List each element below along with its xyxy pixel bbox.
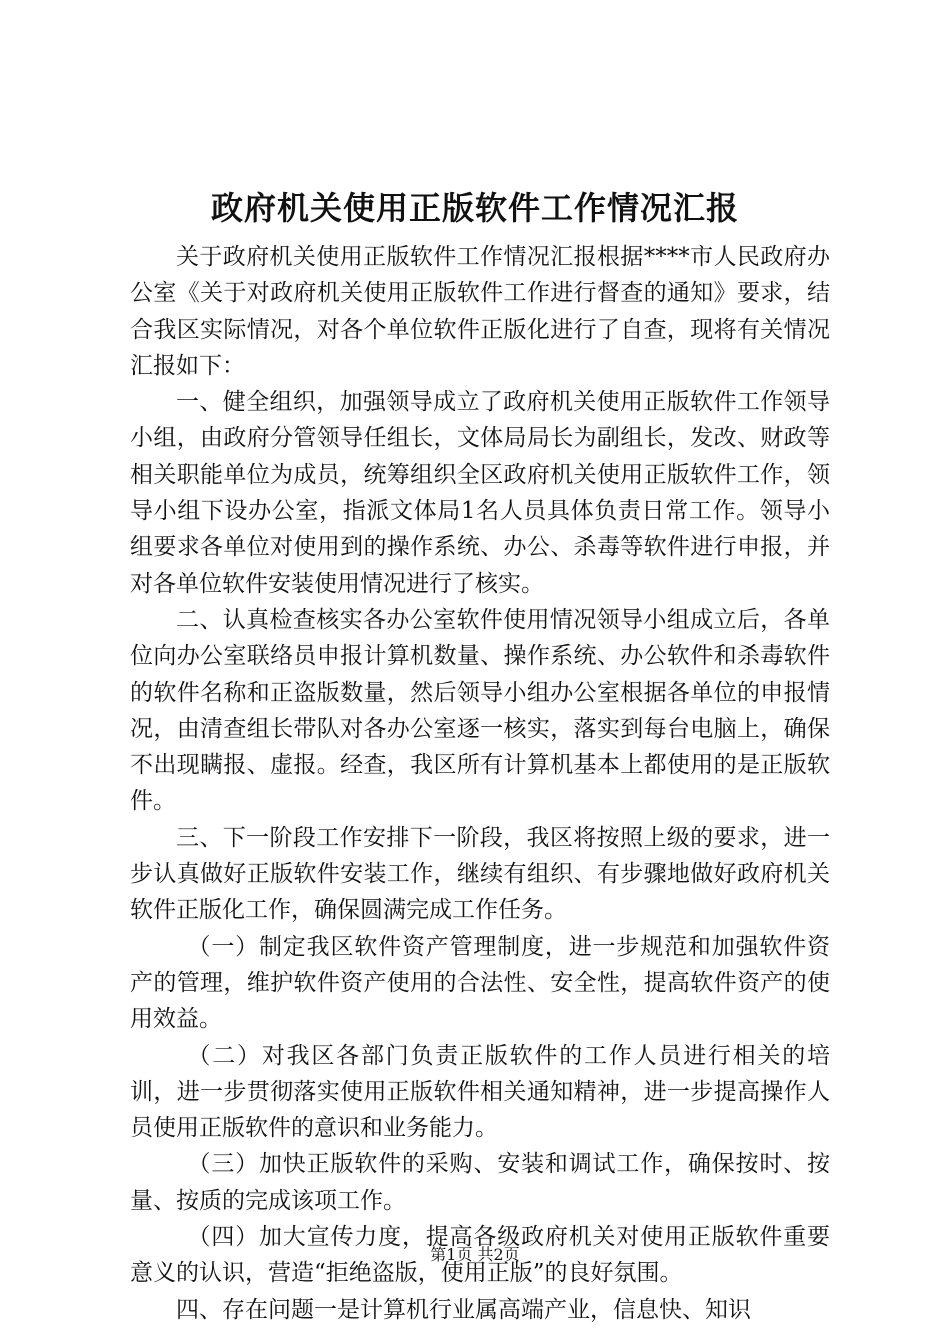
paragraph-section-2: 二、认真检查核实各办公室软件使用情况领导小组成立后，各单位向办公室联络员申报计算机数量、操作系统、办公软件和杀毒软件的软件名称和正盗版数量，然后领导小组办公室根据各单位的申报情况，由清查组长带队对各办公室逐一核实，落实到每台电脑上，确保不出现瞒报、虚报。经查，我区所有计算机基本上都使用的是正版软件。: [130, 606, 830, 815]
paragraph-item-1: （一）制定我区软件资产管理制度，进一步规范和加强软件资产的管理，维护软件资产使用的合法性、安全性，提高软件资产的使用效益。: [130, 933, 830, 1033]
paragraph-section-4: 四、存在问题一是计算机行业属高端产业，信息快、知识: [176, 1296, 751, 1323]
document-body: [130, 239, 830, 1328]
paragraph-section-1: 一、健全组织，加强领导成立了政府机关使用正版软件工作领导小组，由政府分管领导任组长，文体局局长为副组长，发改、财政等相关职能单位为成员，统筹组织全区政府机关使用正版软件工作，领导小组下设办公室，指派文体局1名人员具体负责日常工作。领导小组要求各单位对使用到的操作系统、办公、杀毒等软件进行申报，并对各单位软件安装使用情况进行了核实。: [130, 389, 830, 597]
paragraph-item-3: （三）加快正版软件的采购、安装和调试工作，确保按时、按量、按质的完成该项工作。: [130, 1151, 830, 1214]
paragraph-item-4: （四）加大宣传力度，提高各级政府机关对使用正版软件重要意义的认识，营造“拒绝盗版，使用正版”的良好氛围。: [130, 1224, 830, 1287]
document-title: 政府机关使用正版软件工作情况汇报: [210, 189, 739, 227]
paragraph-section-3: 三、下一阶段工作安排下一阶段，我区将按照上级的要求，进一步认真做好正版软件安装工作，继续有组织、有步骤地做好政府机关软件正版化工作，确保圆满完成工作任务。: [130, 824, 830, 924]
paragraph-item-2: （二）对我区各部门负责正版软件的工作人员进行相关的培训，进一步贯彻落实使用正版软件相关通知精神，进一步提高操作人员使用正版软件的意识和业务能力。: [130, 1042, 830, 1142]
paragraph-intro: 关于政府机关使用正版软件工作情况汇报根据****市人民政府办公室《关于对政府机关使用正版软件工作进行督查的通知》要求，结合我区实际情况，对各个单位软件正版化进行了自查，现将有关情况汇报如下：: [130, 244, 830, 379]
page-number-footer: 第1页 共2页: [430, 1245, 520, 1264]
